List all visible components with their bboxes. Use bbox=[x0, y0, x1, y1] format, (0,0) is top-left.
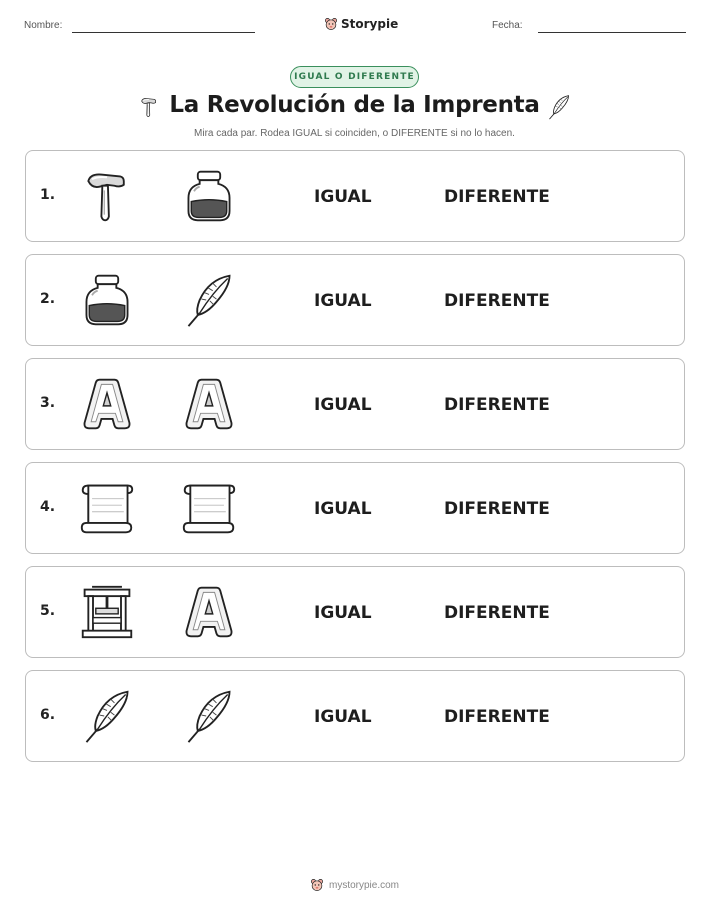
name-label: Nombre: bbox=[24, 20, 63, 31]
brand-name: Storypie bbox=[341, 17, 399, 31]
date-label: Fecha: bbox=[492, 20, 523, 31]
question-number: 1. bbox=[40, 187, 56, 203]
question-row bbox=[25, 566, 685, 658]
answer-option-same[interactable]: IGUAL bbox=[314, 707, 372, 727]
answer-option-different[interactable]: DIFERENTE bbox=[444, 707, 550, 727]
question-row bbox=[25, 150, 685, 242]
title-row bbox=[0, 90, 709, 126]
question-row bbox=[25, 670, 685, 762]
question-list bbox=[25, 150, 685, 774]
question-row bbox=[25, 358, 685, 450]
storypie-mascot-icon bbox=[310, 878, 324, 892]
feather-quill-icon bbox=[546, 92, 572, 122]
answer-option-same[interactable]: IGUAL bbox=[314, 499, 372, 519]
question-row bbox=[25, 462, 685, 554]
date-field-line[interactable] bbox=[538, 32, 686, 33]
page-footer bbox=[0, 878, 709, 892]
question-number: 4. bbox=[40, 499, 56, 515]
question-number: 3. bbox=[40, 395, 56, 411]
feather-quill-icon bbox=[180, 687, 238, 745]
name-field-line[interactable] bbox=[72, 32, 255, 33]
question-number: 6. bbox=[40, 707, 56, 723]
answer-option-same[interactable]: IGUAL bbox=[314, 187, 372, 207]
question-row bbox=[25, 254, 685, 346]
instructions-text: Mira cada par. Rodea IGUAL si coinciden, o DIFERENTE si no lo hacen. bbox=[194, 128, 515, 139]
answer-option-same[interactable]: IGUAL bbox=[314, 603, 372, 623]
worksheet-header bbox=[0, 14, 709, 38]
brand-logo bbox=[324, 14, 398, 34]
letter-a-block-icon bbox=[180, 375, 238, 433]
answer-option-different[interactable]: DIFERENTE bbox=[444, 187, 550, 207]
storypie-mascot-icon bbox=[324, 17, 338, 31]
answer-option-same[interactable]: IGUAL bbox=[314, 395, 372, 415]
paper-scroll-icon bbox=[78, 479, 136, 537]
question-number: 2. bbox=[40, 291, 56, 307]
footer-website: mystorypie.com bbox=[328, 879, 399, 891]
page-title: La Revolución de la Imprenta bbox=[169, 92, 540, 118]
answer-option-different[interactable]: DIFERENTE bbox=[444, 499, 550, 519]
question-number: 5. bbox=[40, 603, 56, 619]
ink-bottle-icon bbox=[180, 167, 238, 225]
answer-option-different[interactable]: DIFERENTE bbox=[444, 395, 550, 415]
activity-type-badge: IGUAL O DIFERENTE bbox=[290, 66, 419, 88]
paper-scroll-icon bbox=[180, 479, 238, 537]
ink-bottle-icon bbox=[78, 271, 136, 329]
hammer-icon bbox=[78, 167, 136, 225]
feather-quill-icon bbox=[78, 687, 136, 745]
answer-option-same[interactable]: IGUAL bbox=[314, 291, 372, 311]
feather-quill-icon bbox=[180, 271, 238, 329]
answer-option-different[interactable]: DIFERENTE bbox=[444, 603, 550, 623]
answer-option-different[interactable]: DIFERENTE bbox=[444, 291, 550, 311]
printing-press-icon bbox=[78, 583, 136, 641]
letter-a-block-icon bbox=[78, 375, 136, 433]
letter-a-block-icon bbox=[180, 583, 238, 641]
